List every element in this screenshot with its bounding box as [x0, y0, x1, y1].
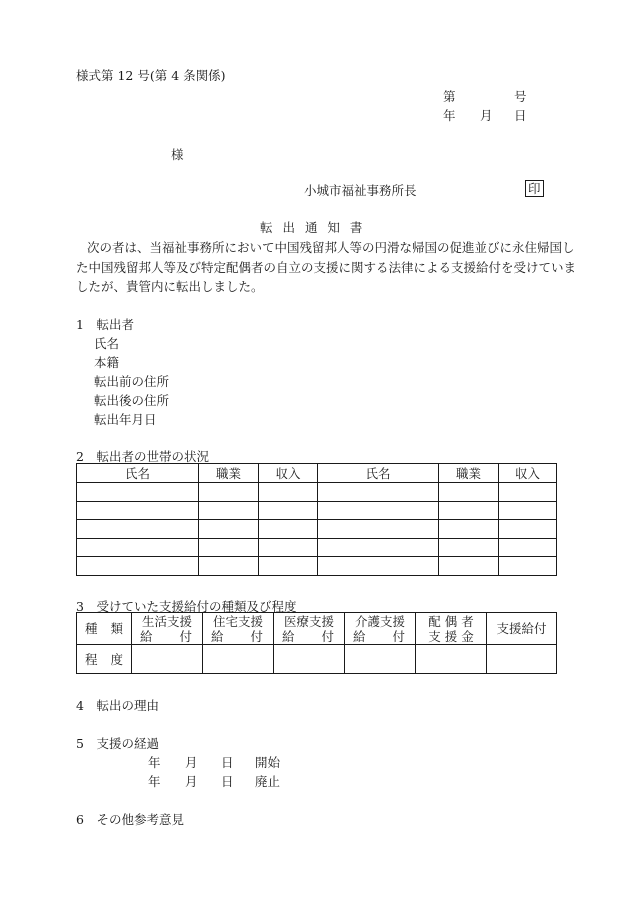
- household-table: [76, 463, 557, 576]
- support-degree-row: [77, 645, 557, 674]
- table-cell[interactable]: [499, 501, 557, 520]
- row-label-kind: 種 類: [77, 613, 132, 645]
- table-cell[interactable]: [132, 645, 203, 674]
- date-day: 日: [514, 108, 527, 123]
- form-number: 様式第 12 号(第 4 条関係): [76, 68, 226, 83]
- table-row: [77, 483, 557, 502]
- table-cell[interactable]: [318, 483, 439, 502]
- field-new-address-label: 転出後の住所: [94, 393, 170, 408]
- support-kind-row: [77, 613, 557, 645]
- support-type-table: [76, 612, 557, 674]
- table-cell[interactable]: [259, 501, 318, 520]
- table-cell[interactable]: [318, 520, 439, 539]
- table-row: [77, 557, 557, 576]
- table-cell[interactable]: [439, 538, 499, 557]
- table-row: [77, 538, 557, 557]
- progress-start-month: 月: [185, 755, 198, 770]
- body-line-2: た中国残留邦人等及び特定配偶者の自立の支援に関する法律による支援給付を受けていま: [76, 260, 577, 275]
- field-name-label: 氏名: [94, 336, 120, 351]
- table-cell[interactable]: [499, 538, 557, 557]
- table-cell[interactable]: [318, 501, 439, 520]
- col-income-2: 収入: [499, 464, 557, 483]
- col-occupation-2: 職業: [439, 464, 499, 483]
- table-cell[interactable]: [259, 538, 318, 557]
- progress-start-day: 日: [221, 755, 234, 770]
- table-cell[interactable]: [439, 483, 499, 502]
- progress-end-label: 廃止: [255, 774, 281, 789]
- table-cell[interactable]: [77, 557, 199, 576]
- seal-mark: 印: [525, 180, 544, 197]
- table-cell[interactable]: [439, 520, 499, 539]
- table-cell[interactable]: [499, 520, 557, 539]
- table-cell[interactable]: [199, 557, 259, 576]
- col-housing-support: 住宅支援 給 付: [203, 613, 274, 645]
- progress-start-year: 年: [148, 755, 161, 770]
- table-cell[interactable]: [199, 520, 259, 539]
- col-medical-support: 医療支援 給 付: [274, 613, 345, 645]
- col-care-support: 介護支援 給 付: [345, 613, 416, 645]
- table-cell[interactable]: [499, 483, 557, 502]
- table-cell[interactable]: [259, 483, 318, 502]
- progress-start-label: 開始: [255, 755, 281, 770]
- table-cell[interactable]: [199, 538, 259, 557]
- table-row: [77, 520, 557, 539]
- table-cell[interactable]: [199, 501, 259, 520]
- table-cell[interactable]: [416, 645, 487, 674]
- col-name-2: 氏名: [318, 464, 439, 483]
- section4-heading: 4 転出の理由: [76, 698, 159, 713]
- document-title: 転 出 通 知 書: [260, 220, 366, 235]
- table-cell[interactable]: [77, 538, 199, 557]
- section2-heading: 2 転出者の世帯の状況: [76, 449, 209, 464]
- col-name-1: 氏名: [77, 464, 199, 483]
- table-cell[interactable]: [439, 557, 499, 576]
- table-cell[interactable]: [77, 501, 199, 520]
- table-cell[interactable]: [499, 557, 557, 576]
- section5-heading: 5 支援の経過: [76, 736, 159, 751]
- body-line-3: したが、貴管内に転出しました。: [76, 279, 264, 294]
- table-cell[interactable]: [274, 645, 345, 674]
- table-cell[interactable]: [439, 501, 499, 520]
- table-cell[interactable]: [318, 557, 439, 576]
- document-number-prefix: 第: [443, 89, 456, 104]
- col-occupation-1: 職業: [199, 464, 259, 483]
- table-cell[interactable]: [77, 520, 199, 539]
- table-cell[interactable]: [203, 645, 274, 674]
- table-cell[interactable]: [259, 557, 318, 576]
- household-header-row: [77, 464, 557, 483]
- section6-heading: 6 その他参考意見: [76, 812, 184, 827]
- col-spouse-allowance: 配 偶 者 支 援 金: [416, 613, 487, 645]
- table-cell[interactable]: [199, 483, 259, 502]
- field-domicile-label: 本籍: [94, 355, 120, 370]
- addressee-suffix: 様: [171, 147, 184, 162]
- body-line-1: 次の者は、当福祉事務所において中国残留邦人等の円滑な帰国の促進並びに永住帰国し: [87, 240, 575, 255]
- section3-heading: 3 受けていた支援給付の種類及び程度: [76, 599, 297, 614]
- table-row: [77, 501, 557, 520]
- section1-heading: 1 転出者: [76, 317, 134, 332]
- progress-end-year: 年: [148, 774, 161, 789]
- col-income-1: 収入: [259, 464, 318, 483]
- table-cell[interactable]: [259, 520, 318, 539]
- col-support-benefit: 支援給付: [487, 613, 557, 645]
- table-cell[interactable]: [77, 483, 199, 502]
- row-label-degree: 程 度: [77, 645, 132, 674]
- date-month: 月: [480, 108, 493, 123]
- table-cell[interactable]: [318, 538, 439, 557]
- field-move-date-label: 転出年月日: [94, 412, 157, 427]
- progress-end-month: 月: [185, 774, 198, 789]
- field-previous-address-label: 転出前の住所: [94, 374, 170, 389]
- table-cell[interactable]: [487, 645, 557, 674]
- progress-end-day: 日: [221, 774, 234, 789]
- date-year: 年: [443, 108, 456, 123]
- table-cell[interactable]: [345, 645, 416, 674]
- col-livelihood-support: 生活支援 給 付: [132, 613, 203, 645]
- sender-name: 小城市福祉事務所長: [304, 183, 417, 198]
- document-number-suffix: 号: [514, 89, 527, 104]
